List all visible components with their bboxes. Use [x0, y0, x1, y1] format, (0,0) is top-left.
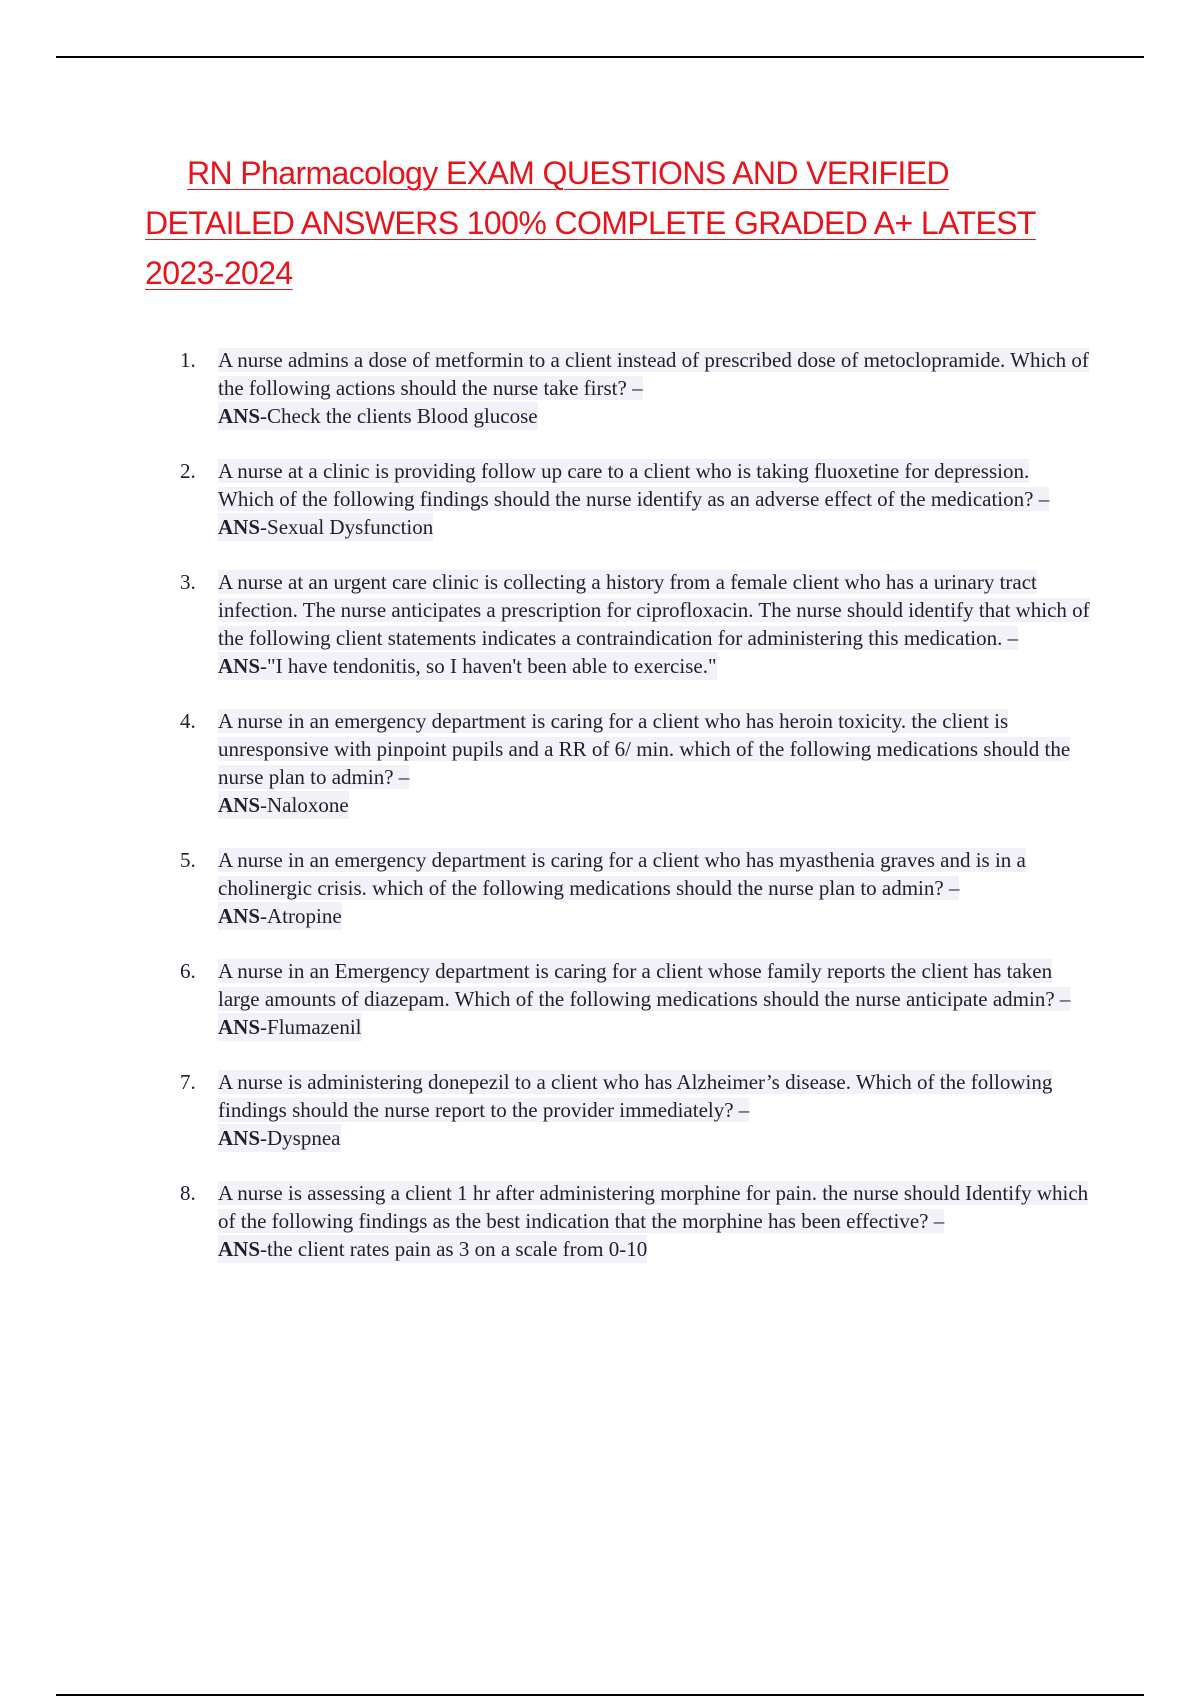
question-body [218, 957, 1090, 1041]
answer-line [218, 1124, 341, 1152]
question-text: A nurse is assessing a client 1 hr after administering morphine for pain. the nurse should Identify which of the following findings as the best indication that the morphine has been effective? – [218, 1181, 1089, 1233]
question-number: 3. [180, 570, 196, 594]
question-text: A nurse in an emergency department is caring for a client who has myasthenia graves and is in a cholinergic crisis. which of the following medications should the nurse plan to admin? – [218, 848, 1026, 900]
question-number: 6. [180, 959, 196, 983]
answer-label: ANS [218, 654, 261, 678]
question-number: 8. [180, 1181, 196, 1205]
question-body [218, 346, 1090, 430]
answer-text: -Naloxone [260, 793, 349, 817]
answer-text: -Atropine [260, 904, 342, 928]
question-body [218, 1068, 1090, 1152]
answer-text: -"I have tendonitis, so I haven't been able to exercise." [260, 654, 717, 678]
question-body [218, 457, 1090, 541]
answer-label: ANS [218, 904, 261, 928]
question-body [218, 568, 1090, 680]
question-text: A nurse admins a dose of metformin to a client instead of prescribed dose of metoclopramide. Which of the following actions should the nurse take first? – [218, 348, 1089, 400]
answer-text: -Sexual Dysfunction [260, 515, 434, 539]
question-list [0, 346, 1200, 1290]
question-text: A nurse at an urgent care clinic is collecting a history from a female client who has a urinary tract infection. The nurse anticipates a prescription for ciprofloxacin. The nurse should identify that which of the following client statements indicates a contraindication for administering this medication. – [218, 570, 1090, 650]
answer-label: ANS [218, 515, 261, 539]
question-text: A nurse in an emergency department is caring for a client who has heroin toxicity. the client is unresponsive with pinpoint pupils and a RR of 6/ min. which of the following medications should the nurse plan to admin? – [218, 709, 1071, 789]
answer-line [218, 402, 538, 430]
answer-line [218, 513, 433, 541]
question-body [218, 707, 1090, 819]
question-number: 4. [180, 709, 196, 733]
question-item-7 [0, 1068, 1200, 1152]
question-item-4 [0, 707, 1200, 819]
document-title: RN Pharmacology EXAM QUESTIONS AND VERIFIED DETAILED ANSWERS 100% COMPLETE GRADED A+ LATEST 2023-2024 [145, 155, 1036, 291]
answer-text: -Flumazenil [260, 1015, 362, 1039]
question-text: A nurse at a clinic is providing follow up care to a client who is taking fluoxetine for depression. Which of the following findings should the nurse identify as an adverse effect of the medication? – [218, 459, 1050, 511]
answer-line [218, 1235, 647, 1263]
answer-label: ANS [218, 1237, 261, 1261]
answer-line [218, 652, 717, 680]
answer-label: ANS [218, 1126, 261, 1150]
question-body [218, 1179, 1090, 1263]
question-item-2 [0, 457, 1200, 541]
answer-text: -the client rates pain as 3 on a scale from 0-10 [260, 1237, 648, 1261]
question-item-1 [0, 346, 1200, 430]
question-number: 5. [180, 848, 196, 872]
header-rule [56, 56, 1144, 58]
question-item-6 [0, 957, 1200, 1041]
question-number: 1. [180, 348, 196, 372]
answer-line [218, 1013, 362, 1041]
question-item-8 [0, 1179, 1200, 1263]
question-body [218, 846, 1090, 930]
answer-label: ANS [218, 404, 261, 428]
question-item-3 [0, 568, 1200, 680]
question-number: 2. [180, 459, 196, 483]
answer-line [218, 902, 342, 930]
answer-label: ANS [218, 1015, 261, 1039]
question-text: A nurse in an Emergency department is caring for a client whose family reports the client has taken large amounts of diazepam. Which of the following medications should the nurse anticipate admin? – [218, 959, 1071, 1011]
answer-text: -Check the clients Blood glucose [260, 404, 538, 428]
footer-rule [56, 1694, 1144, 1696]
question-text: A nurse is administering donepezil to a client who has Alzheimer’s disease. Which of the following findings should the nurse report to the provider immediately? – [218, 1070, 1053, 1122]
answer-text: -Dyspnea [260, 1126, 341, 1150]
answer-line [218, 791, 349, 819]
question-item-5 [0, 846, 1200, 930]
question-number: 7. [180, 1070, 196, 1094]
answer-label: ANS [218, 793, 261, 817]
